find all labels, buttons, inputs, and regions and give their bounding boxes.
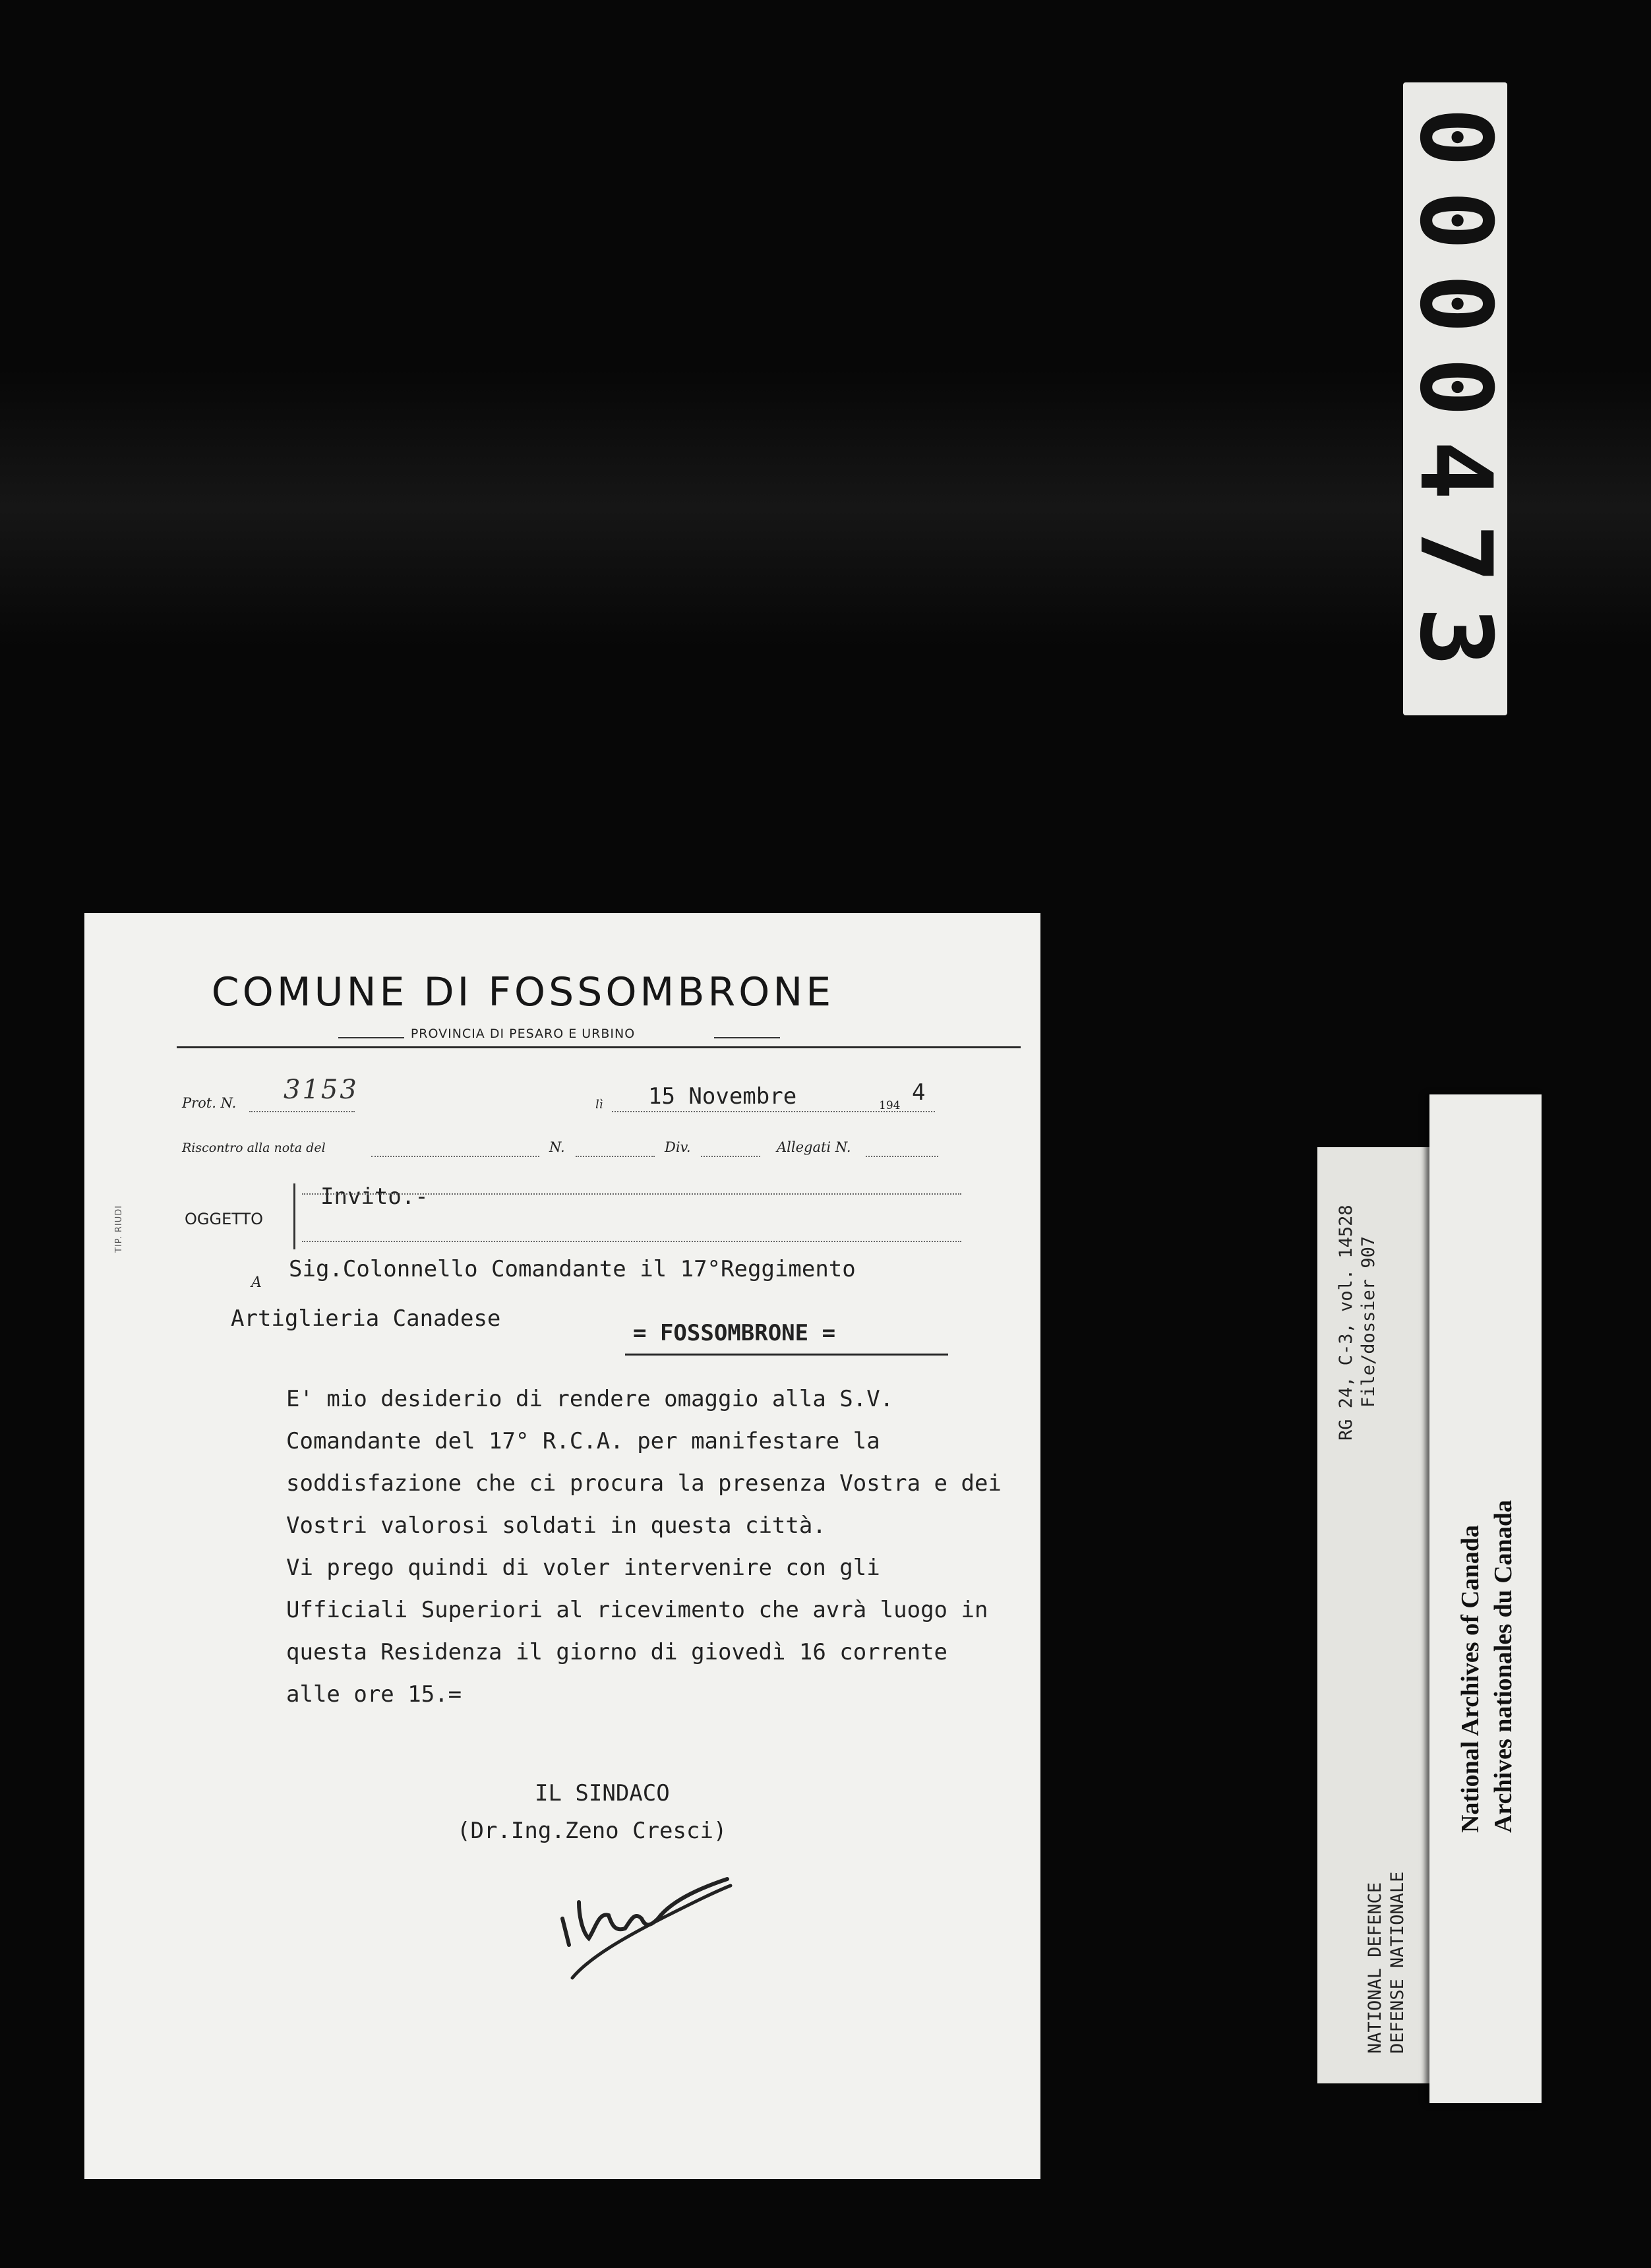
body-paragraph-1: E' mio desiderio di rendere omaggio alla S.V. Comandante del 17° R.C.A. per manifestare la soddisfazione che ci procura la presenza Vostra e dei Vostri valorosi soldati in questa città. [286,1386,1002,1539]
letterhead-subtitle: PROVINCIA DI PESARO E URBINO [84,1027,961,1041]
addressee-line-1: Sig.Colonnello Comandante il 17°Reggimento [289,1256,856,1282]
prot-label: Prot. N. [182,1095,237,1111]
nac-line-2: Archives nationales du Canada [1489,1499,1517,1833]
oggetto-value: Invito.- [320,1183,429,1210]
year-prefix: 194 [879,1099,901,1112]
archive-ref-line-3: NATIONAL DEFENCE [1365,1882,1385,2054]
oggetto-bar [293,1183,295,1249]
oggetto-label: OGGETTO [185,1210,264,1228]
prot-dotted-line [249,1111,355,1112]
riscontro-dotted-line [371,1156,539,1157]
riscontro-n-label: N. [549,1139,565,1155]
archive-ref-line-2: File/dossier 907 [1358,1236,1379,1408]
riscontro-label: Riscontro alla nota del [182,1141,326,1155]
letter-body [202,1378,1013,1716]
signature [543,1866,734,1984]
archive-reference-card [1317,1147,1446,2083]
div-label: Div. [665,1139,691,1155]
letterhead-rule [177,1046,1021,1048]
date-text: 15 Novembre [648,1083,797,1110]
body-paragraph-2: Vi prego quindi di voler intervenire con gli Ufficiali Superiori al ricevimento che avrà luogo in questa Residenza il giorno di giovedì 16 corrente alle ore 15.= [286,1555,988,1708]
addressee-prefix: A [251,1274,262,1291]
archive-ref-line-1: RG 24, C-3, vol. 14528 [1336,1205,1356,1441]
closing-name: (Dr.Ing.Zeno Cresci) [457,1818,727,1844]
allegati-label: Allegati N. [777,1139,851,1155]
allegati-dotted-line [866,1156,938,1157]
nac-line-1: National Archives of Canada [1456,1525,1484,1833]
frame-counter-strip [1398,82,1513,715]
riscontro-n-dotted-line [576,1156,655,1157]
date-prefix: lì [595,1098,603,1112]
oggetto-dotted-line-1 [302,1193,961,1195]
addressee-city-underline [625,1354,948,1356]
archive-ref-line-4: DEFENSE NATIONALE [1387,1871,1408,2054]
closing-title: IL SINDACO [535,1780,670,1806]
oggetto-dotted-line-2 [302,1241,961,1242]
prot-number: 3153 [284,1075,359,1105]
addressee-city: = FOSSOMBRONE = [633,1320,836,1346]
frame-counter-number: 0000473 [1398,107,1513,691]
letterhead-title: COMUNE DI FOSSOMBRONE [211,969,835,1015]
printer-label: TIP. RIUDI [114,1205,124,1253]
letter-page [84,913,1040,2179]
div-dotted-line [701,1156,760,1157]
addressee-line-2: Artiglieria Canadese [231,1305,501,1332]
national-archives-label [1429,1094,1542,2103]
year-suffix: 4 [912,1079,926,1106]
